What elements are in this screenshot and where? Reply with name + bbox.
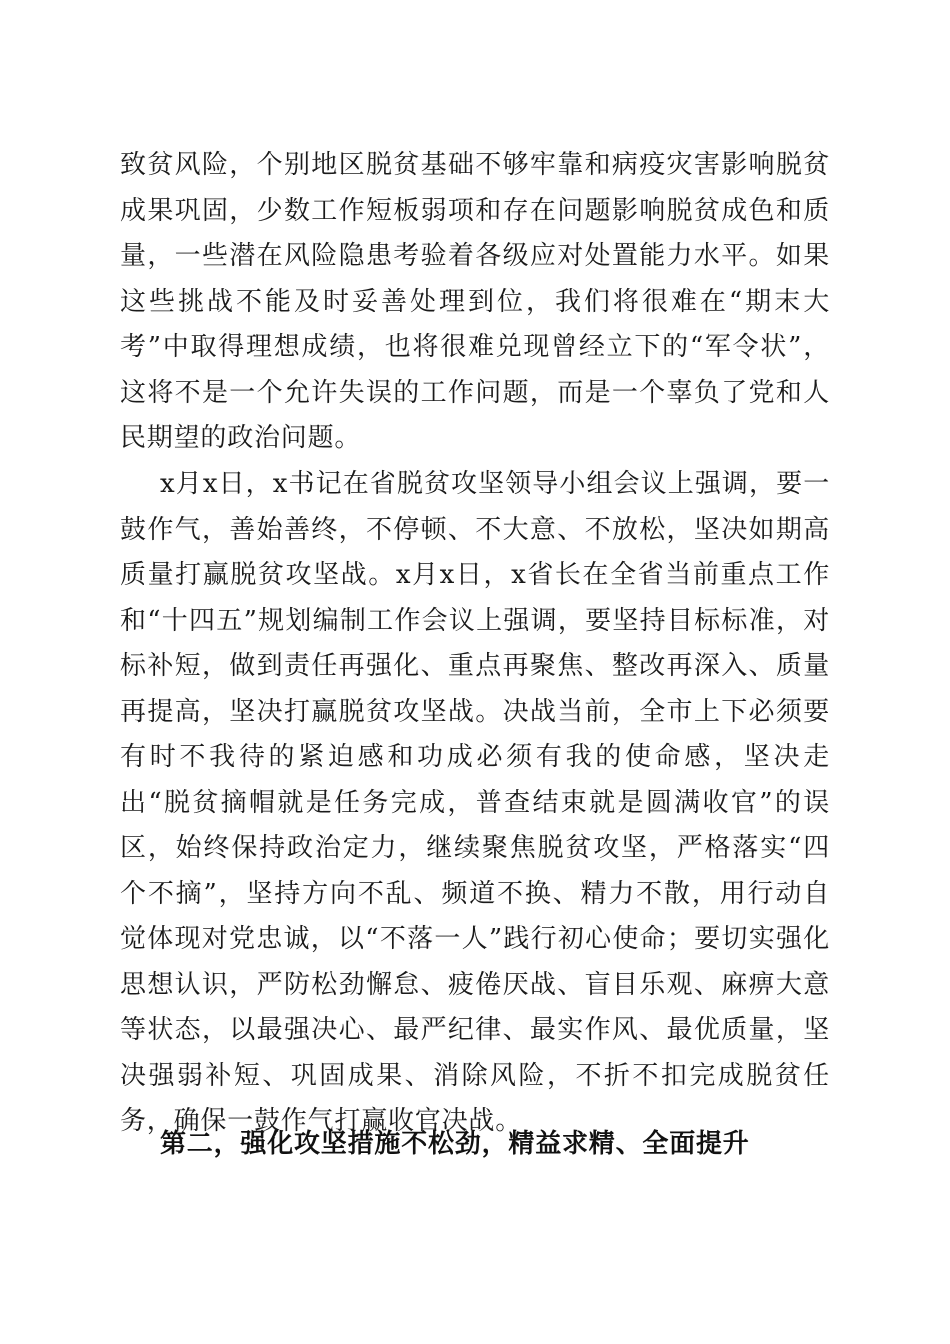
section-heading-second: 第二，强化攻坚措施不松劲，精益求精、全面提升 bbox=[160, 1129, 750, 1159]
paragraph-risk-challenges: 致贫风险，个别地区脱贫基础不够牢靠和病疫灾害影响脱贫成果巩固，少数工作短板弱项和存在问题影响脱贫成色和质量，一些潜在风险隐患考验着各级应对处置能力水平。如果这些挑战不能及时妥善处理到位，我们将很难在“期末大考”中取得理想成绩，也将很难兑现曾经立下的“军令状”，这将不是一个允许失误的工作问题，而是一个辜负了党和人民期望的政治问题。 bbox=[120, 150, 830, 453]
paragraph-leadership-instructions: x月x日，x书记在省脱贫攻坚领导小组会议上强调，要一鼓作气，善始善终，不停顿、不大意、不放松，坚决如期高质量打赢脱贫攻坚战。x月x日，x省长在全省当前重点工作和“十四五”规划编制工作会议上强调，要坚持目标标准，对标补短，做到责任再强化、重点再聚焦、整改再深入、质量再提高，坚决打赢脱贫攻坚战。决战当前，全市上下必须要有时不我待的紧迫感和功成必须有我的使命感，坚决走出“脱贫摘帽就是任务完成，普查结束就是圆满收官”的误区，始终保持政治定力，继续聚焦脱贫攻坚，严格落实“四个不摘”，坚持方向不乱、频道不换、精力不散，用行动自觉体现对党忠诚，以“不落一人”践行初心使命；要切实强化思想认识，严防松劲懈怠、疲倦厌战、盲目乐观、麻痹大意等状态，以最强决心、最严纪律、最实作风、最优质量，坚决强弱补短、巩固成果、消除风险，不折不扣完成脱贫任务，确保一鼓作气打赢收官决战。 bbox=[120, 469, 830, 1136]
